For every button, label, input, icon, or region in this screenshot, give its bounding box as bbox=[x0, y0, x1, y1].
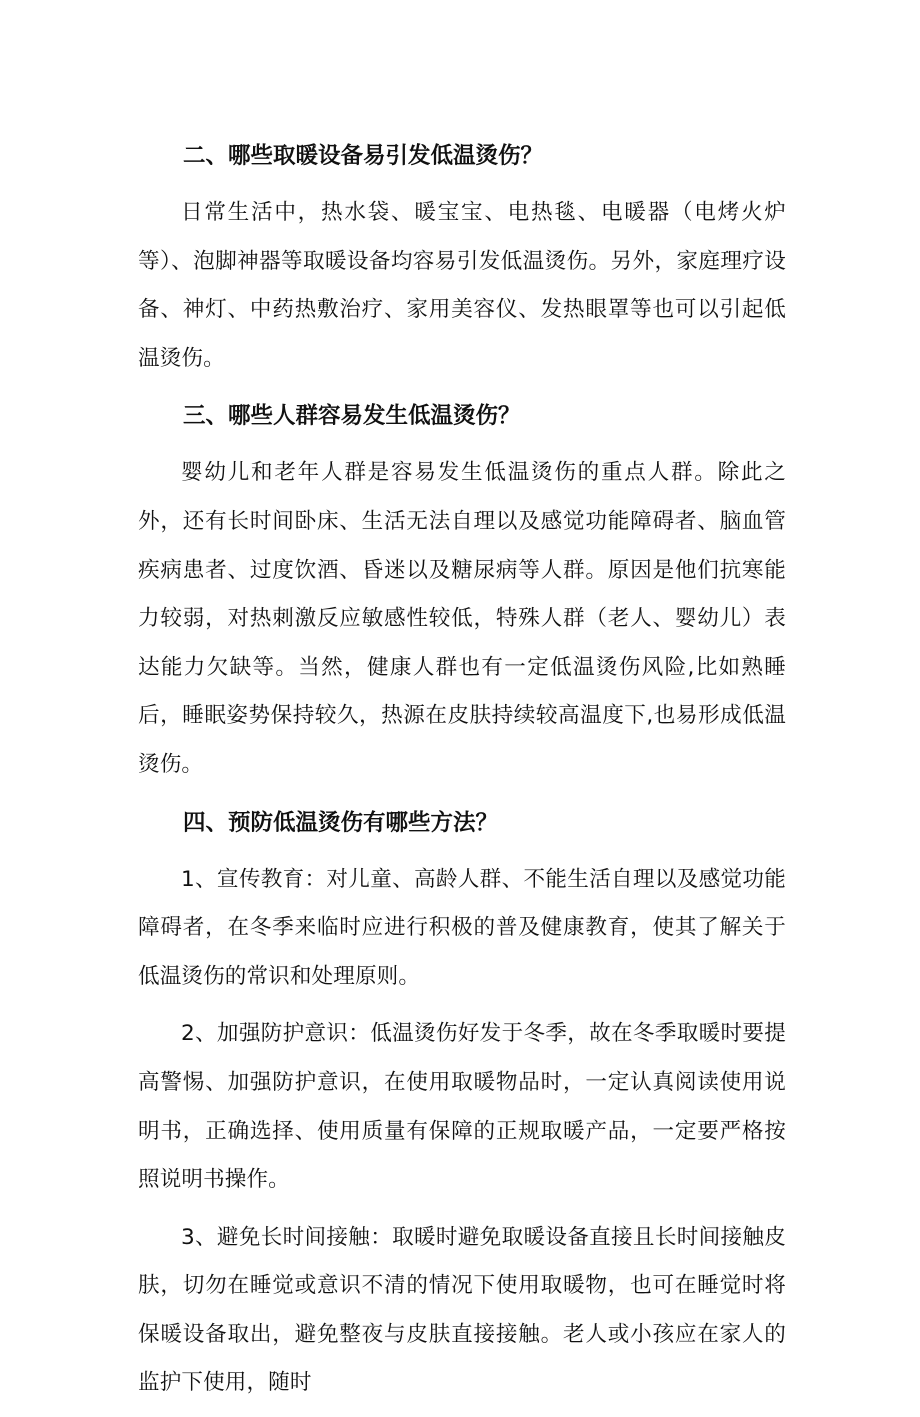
section-heading: 二、哪些取暖设备易引发低温烫伤？ bbox=[183, 143, 544, 169]
paragraph: 2、加强防护意识：低温烫伤好发于冬季，故在冬季取暖时要提高警惕、加强防护意识，在使用取暖物品时，一定认真阅读使用说明书，正确选择、使用质量有保障的正规取暖产品，一定要严格按照说明书操作。 bbox=[138, 1021, 786, 1193]
document-page bbox=[138, 132, 786, 1417]
section-heading: 四、预防低温烫伤有哪些方法？ bbox=[183, 809, 499, 836]
paragraph: 3、避免长时间接触：取暖时避免取暖设备直接且长时间接触皮肤，切勿在睡觉或意识不清的情况下使用取暖物，也可在睡觉时将保暖设备取出，避免整夜与皮肤直接接触。老人或小孩应在家人的监护下使用，随时 bbox=[138, 1224, 786, 1396]
section-heating-devices bbox=[138, 132, 786, 383]
section-prevention-methods bbox=[138, 799, 786, 1409]
section-heading: 三、哪些人群容易发生低温烫伤？ bbox=[183, 403, 521, 430]
section-at-risk-groups bbox=[138, 392, 786, 789]
paragraph: 1、宣传教育：对儿童、高龄人群、不能生活自理以及感觉功能障碍者，在冬季来临时应进行积极的普及健康教育，使其了解关于低温烫伤的常识和处理原则。 bbox=[138, 866, 786, 989]
paragraph: 婴幼儿和老年人群是容易发生低温烫伤的重点人群。除此之外，还有长时间卧床、生活无法自理以及感觉功能障碍者、脑血管疾病患者、过度饮酒、昏迷以及糖尿病等人群。原因是他们抗寒能力较弱，对热刺激反应敏感性较低，特殊人群（老人、婴幼儿）表达能力欠缺等。当然，健康人群也有一定低温烫伤风险,比如熟睡后，睡眠姿势保持较久，热源在皮肤持续较高温度下,也易形成低温烫伤。 bbox=[138, 460, 786, 777]
paragraph: 日常生活中，热水袋、暖宝宝、电热毯、电暖器（电烤火炉等）、泡脚神器等取暖设备均容易引发低温烫伤。另外，家庭理疗设备、神灯、中药热敷治疗、家用美容仪、发热眼罩等也可以引起低温烫伤。 bbox=[138, 200, 786, 371]
